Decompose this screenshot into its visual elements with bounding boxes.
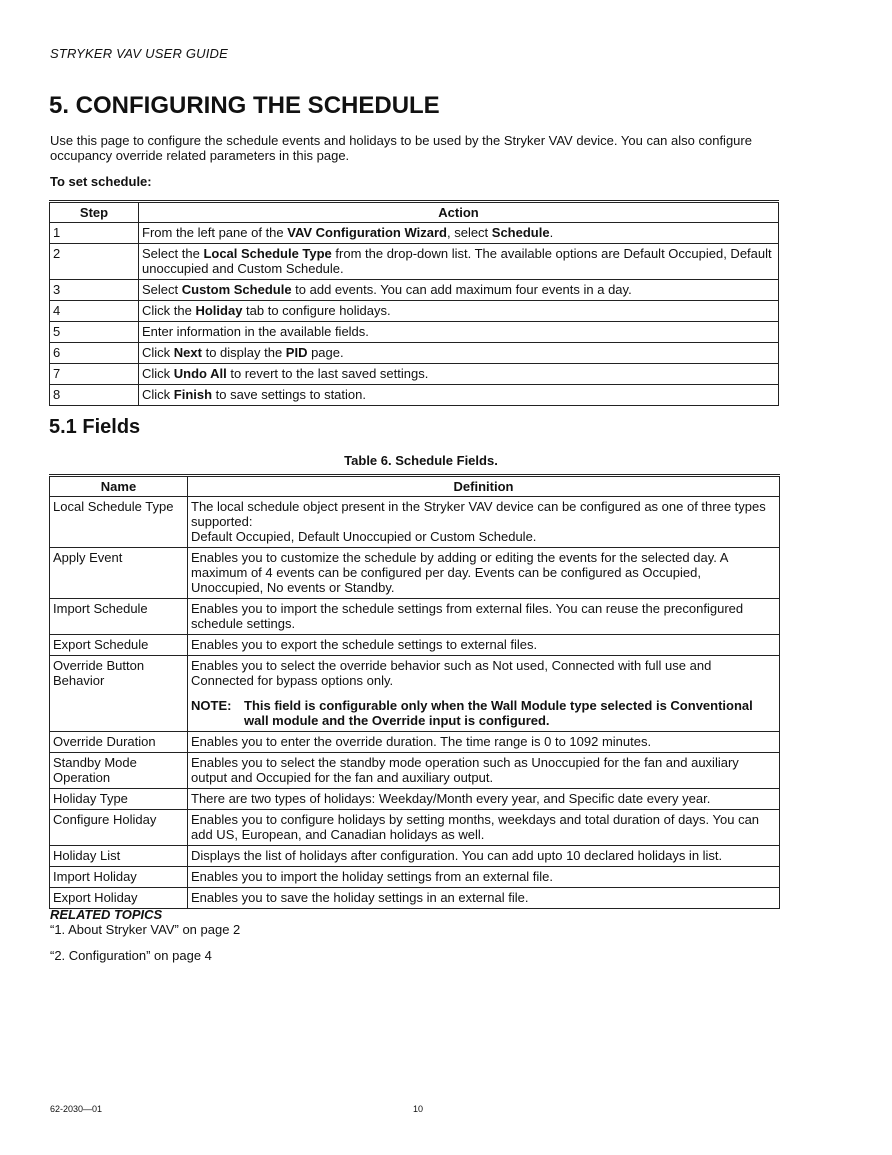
- fields-table-row: [50, 753, 780, 789]
- note-label: NOTE:: [191, 698, 232, 713]
- ui-term: Local Schedule Type: [203, 246, 332, 261]
- steps-table-row: [50, 385, 779, 406]
- ui-term: Next: [173, 345, 202, 360]
- field-definition-cell: Enables you to save the holiday settings in an external file.: [188, 888, 780, 909]
- steps-table-row: [50, 343, 779, 364]
- field-definition-cell: Enables you to select the override behavior such as Not used, Connected with full use and Connected for bypass options only. NOTE: This field is configurable only when the Wall Module type selected is Conventional wall module and the Override input is configured.: [188, 656, 780, 732]
- steps-header-action: Action: [139, 202, 779, 223]
- ui-term: Schedule: [491, 225, 550, 240]
- field-note: [191, 698, 776, 728]
- field-definition-cell: Enables you to enter the override duration. The time range is 0 to 1092 minutes.: [188, 732, 780, 753]
- related-topic-link[interactable]: “2. Configuration” on page 4: [50, 948, 212, 963]
- ui-term: PID: [285, 345, 308, 360]
- step-action-cell: Click Finish to save settings to station.: [139, 385, 779, 406]
- steps-table-header-row: [50, 202, 779, 223]
- procedure-heading: To set schedule:: [50, 174, 152, 189]
- fields-table-row: [50, 789, 780, 810]
- field-definition-cell: Enables you to import the holiday settings from an external file.: [188, 867, 780, 888]
- field-name-cell: Export Schedule: [50, 635, 188, 656]
- ui-term: Finish: [173, 387, 213, 402]
- fields-table-row: [50, 888, 780, 909]
- step-action-cell: From the left pane of the VAV Configuration Wizard, select Schedule.: [139, 223, 779, 244]
- steps-table-row: [50, 322, 779, 343]
- field-name-cell: Holiday Type: [50, 789, 188, 810]
- field-name-cell: Override Duration: [50, 732, 188, 753]
- steps-table-row: [50, 280, 779, 301]
- fields-header-definition: Definition: [188, 476, 780, 497]
- note-text: This field is configurable only when the Wall Module type selected is Conventional wall module and the Override input is configured.: [244, 698, 753, 728]
- fields-table-row: [50, 732, 780, 753]
- step-action-cell: Select Custom Schedule to add events. You can add maximum four events in a day.: [139, 280, 779, 301]
- section-title: 5.1 Fields: [49, 416, 141, 438]
- steps-table-row: [50, 301, 779, 322]
- fields-table-header-row: [50, 476, 780, 497]
- field-definition-cell: Enables you to export the schedule settings to external files.: [188, 635, 780, 656]
- fields-header-name: Name: [50, 476, 188, 497]
- step-number-cell: 2: [50, 244, 139, 280]
- step-action-cell: Click Undo All to revert to the last saved settings.: [139, 364, 779, 385]
- field-name-cell: Import Holiday: [50, 867, 188, 888]
- footer-doc-number: 62-2030—01: [50, 1104, 103, 1114]
- fields-table-row: [50, 656, 780, 732]
- field-definition-cell: Displays the list of holidays after configuration. You can add upto 10 declared holidays in list.: [188, 846, 780, 867]
- fields-table-row: [50, 548, 780, 599]
- steps-table: [49, 200, 779, 406]
- field-name-cell: Local Schedule Type: [50, 497, 188, 548]
- steps-table-row: [50, 364, 779, 385]
- steps-table-body: [50, 223, 779, 406]
- field-name-cell: Apply Event: [50, 548, 188, 599]
- field-name-cell: Override Button Behavior: [50, 656, 188, 732]
- ui-term: VAV Configuration Wizard: [287, 225, 447, 240]
- fields-table-row: [50, 497, 780, 548]
- intro-paragraph: Use this page to configure the schedule events and holidays to be used by the Stryker VAV device. You can also configure occupancy override related parameters in this page.: [50, 133, 752, 163]
- field-definition-cell: Enables you to select the standby mode operation such as Unoccupied for the fan and auxiliary output and Occupied for the fan and auxiliary output.: [188, 753, 780, 789]
- step-action-cell: Select the Local Schedule Type from the drop-down list. The available options are Default Occupied, Default unoccupied and Custom Schedule.: [139, 244, 779, 280]
- fields-table-row: [50, 810, 780, 846]
- field-definition-cell: Enables you to customize the schedule by adding or editing the events for the selected day. A maximum of 4 events can be configured per day. Events can be configured as Occupied, Unoccupied, No events or Standby.: [188, 548, 780, 599]
- step-action-cell: Click the Holiday tab to configure holidays.: [139, 301, 779, 322]
- step-action-cell: Click Next to display the PID page.: [139, 343, 779, 364]
- step-number-cell: 3: [50, 280, 139, 301]
- table-caption: Table 6. Schedule Fields.: [344, 453, 498, 468]
- footer-page-number: 10: [413, 1104, 424, 1114]
- field-name-cell: Standby Mode Operation: [50, 753, 188, 789]
- fields-table-row: [50, 599, 780, 635]
- steps-table-row: [50, 244, 779, 280]
- ui-term: Custom Schedule: [181, 282, 292, 297]
- steps-header-step: Step: [50, 202, 139, 223]
- fields-table: [49, 474, 780, 909]
- field-name-cell: Export Holiday: [50, 888, 188, 909]
- step-number-cell: 7: [50, 364, 139, 385]
- running-header: STRYKER VAV USER GUIDE: [50, 46, 229, 61]
- ui-term: Holiday: [195, 303, 243, 318]
- step-number-cell: 8: [50, 385, 139, 406]
- chapter-title: 5. CONFIGURING THE SCHEDULE: [49, 92, 440, 119]
- field-definition-cell: There are two types of holidays: Weekday/Month every year, and Specific date every year.: [188, 789, 780, 810]
- field-definition-cell: The local schedule object present in the Stryker VAV device can be configured as one of three types supported: Default Occupied, Default Unoccupied or Custom Schedule.: [188, 497, 780, 548]
- step-number-cell: 1: [50, 223, 139, 244]
- related-topic-link[interactable]: “1. About Stryker VAV” on page 2: [50, 922, 241, 937]
- step-action-cell: Enter information in the available fields.: [139, 322, 779, 343]
- related-topics-heading: RELATED TOPICS: [50, 907, 163, 922]
- step-number-cell: 5: [50, 322, 139, 343]
- steps-table-row: [50, 223, 779, 244]
- ui-term: Undo All: [173, 366, 227, 381]
- fields-table-row: [50, 635, 780, 656]
- step-number-cell: 6: [50, 343, 139, 364]
- field-name-cell: Import Schedule: [50, 599, 188, 635]
- fields-table-row: [50, 846, 780, 867]
- field-name-cell: Configure Holiday: [50, 810, 188, 846]
- field-definition-cell: Enables you to import the schedule settings from external files. You can reuse the preconfigured schedule settings.: [188, 599, 780, 635]
- fields-table-body: [50, 497, 780, 909]
- step-number-cell: 4: [50, 301, 139, 322]
- fields-table-row: [50, 867, 780, 888]
- field-definition-cell: Enables you to configure holidays by setting months, weekdays and total duration of days. You can add US, European, and Canadian holidays as well.: [188, 810, 780, 846]
- field-name-cell: Holiday List: [50, 846, 188, 867]
